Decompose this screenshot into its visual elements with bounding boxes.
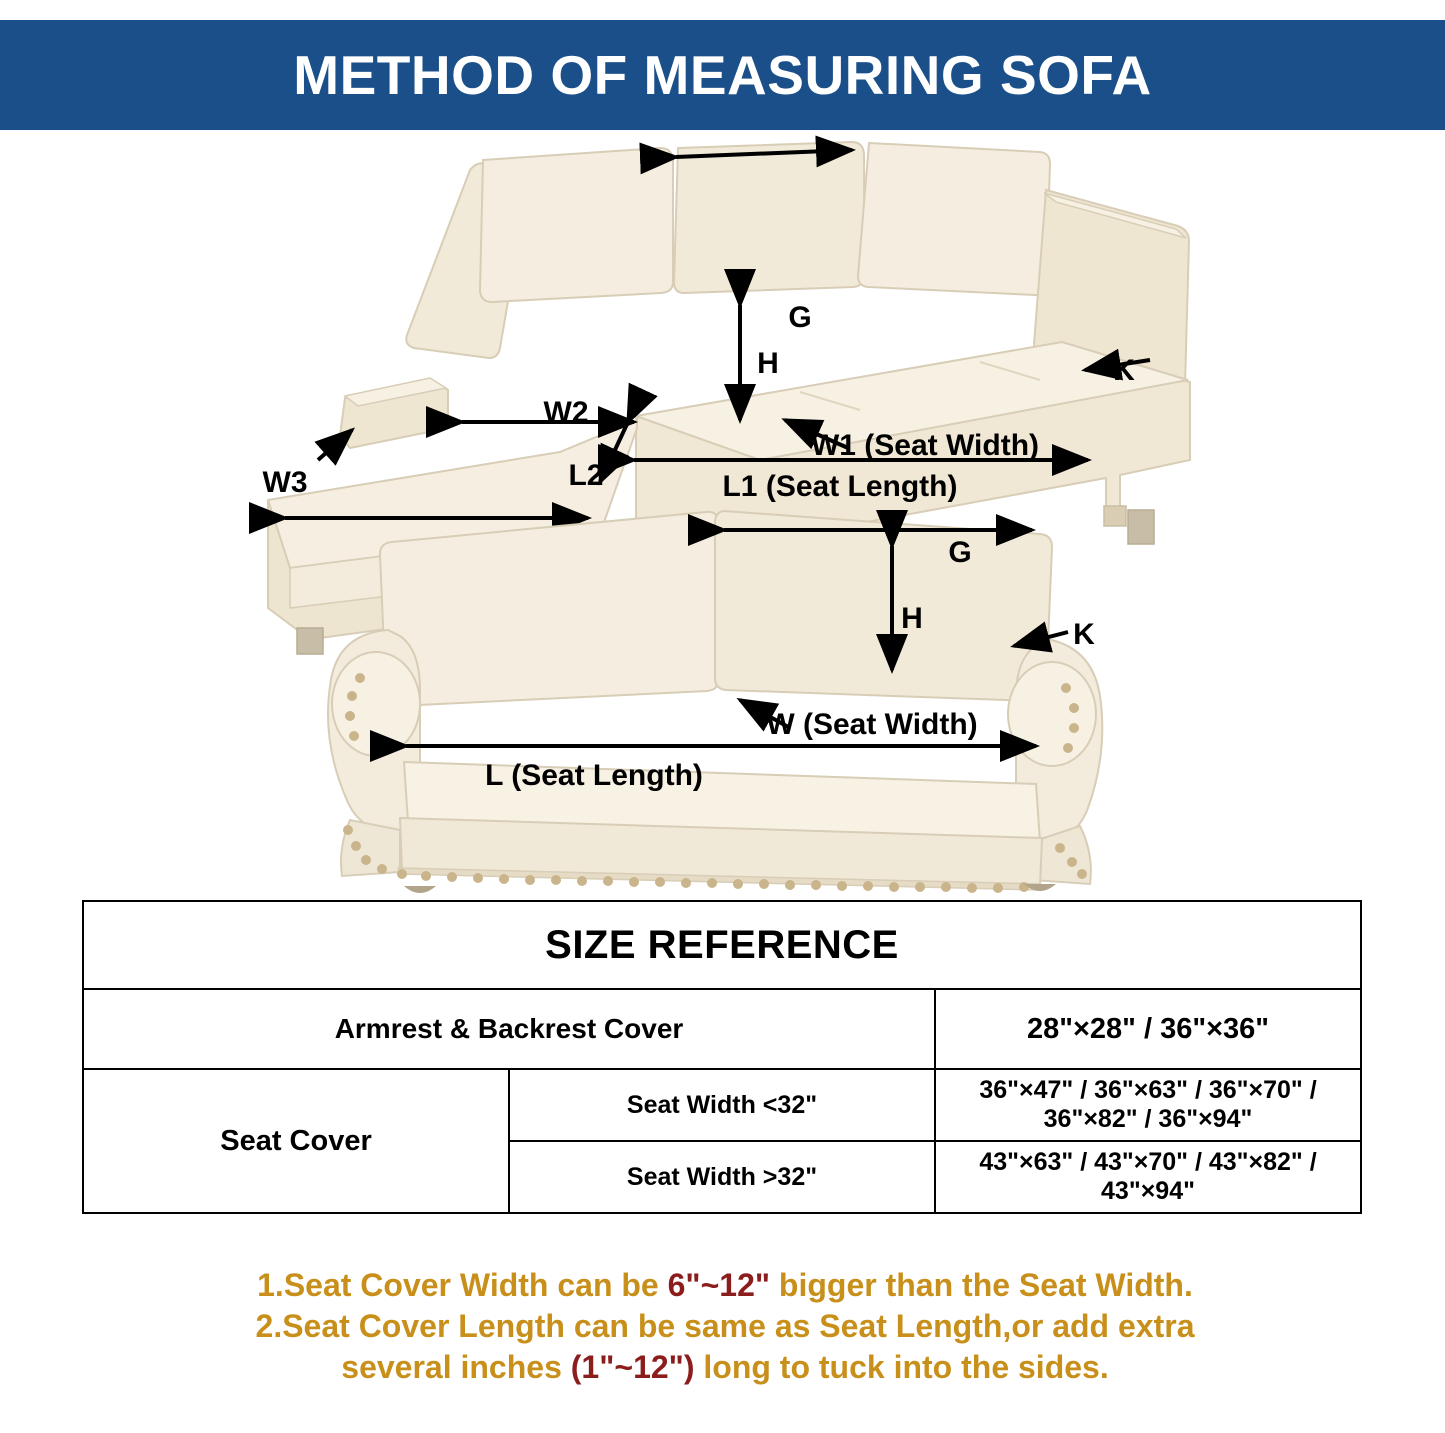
note-2-highlight: (1"~12"): [570, 1348, 695, 1385]
row-value-seat-width-under: 36"×47" / 36"×63" / 36"×70" / 36"×82" / 36"×94": [935, 1069, 1361, 1141]
page-header: [0, 20, 1445, 130]
label-sectional-l1: L1 (Seat Length): [722, 470, 958, 503]
row-value-seat-width-over: 43"×63" / 43"×70" / 43"×82" / 43"×94": [935, 1141, 1361, 1213]
label-sectional-k: K: [1113, 354, 1135, 387]
standard-sofa-drawing: [328, 511, 1102, 893]
note-2-part-1: 2.Seat Cover Length can be same as Seat Length,or add extra: [255, 1307, 1195, 1344]
note-1-part-2: bigger than the Seat Width.: [770, 1267, 1193, 1303]
label-sectional-h: H: [757, 347, 779, 380]
note-1: [60, 1265, 1390, 1306]
label-sectional-w2: W2: [543, 396, 589, 429]
note-1-part-1: 1.Seat Cover Width can be: [257, 1267, 668, 1303]
note-2-line-2: [60, 1347, 1390, 1388]
label-standard-w: W (Seat Width): [766, 708, 978, 741]
note-1-highlight: 6"~12": [667, 1267, 771, 1303]
label-standard-k: K: [1073, 618, 1095, 651]
label-standard-g: G: [948, 536, 972, 569]
label-sectional-l2: L2: [568, 459, 604, 492]
notes-block: [60, 1265, 1390, 1388]
table-row: [83, 989, 1361, 1069]
note-2-line-1: [60, 1306, 1390, 1347]
table-title: SIZE REFERENCE: [83, 901, 1361, 989]
note-2-part-3: long to tuck into the sides.: [694, 1348, 1109, 1385]
row-sublabel-seat-width-under: Seat Width <32": [509, 1069, 935, 1141]
table-row-title: [83, 901, 1361, 989]
note-2-part-2: several inches: [341, 1348, 571, 1385]
size-reference-table: [82, 900, 1362, 1214]
row-label-seat-cover: Seat Cover: [83, 1069, 509, 1213]
sofa-measurement-illustration: [0, 130, 1445, 900]
row-value-armrest: 28"×28" / 36"×36": [935, 989, 1361, 1069]
label-sectional-w1: W1 (Seat Width): [810, 429, 1040, 462]
label-sectional-w3: W3: [262, 466, 308, 499]
page-title: METHOD OF MEASURING SOFA: [293, 44, 1152, 106]
label-standard-h: H: [901, 602, 923, 635]
table-row: [83, 1069, 1361, 1141]
row-label-armrest: Armrest & Backrest Cover: [83, 989, 935, 1069]
label-sectional-g: G: [788, 301, 812, 334]
row-sublabel-seat-width-over: Seat Width >32": [509, 1141, 935, 1213]
label-standard-l: L (Seat Length): [485, 759, 703, 792]
